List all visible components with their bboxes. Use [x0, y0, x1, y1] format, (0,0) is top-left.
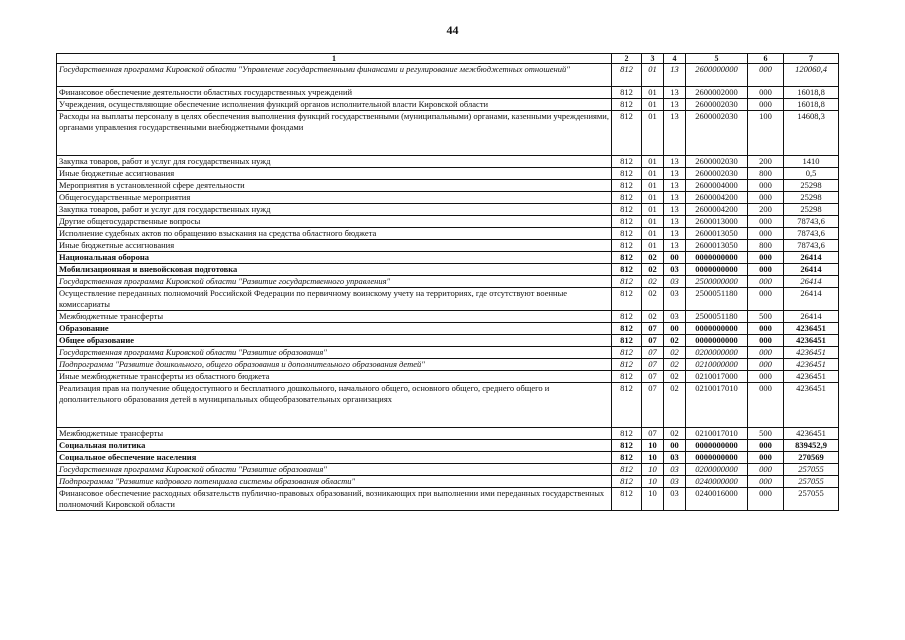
row-name: Иные бюджетные ассигнования — [57, 168, 612, 180]
table-row — [57, 64, 839, 87]
row-cell-c7: 4236451 — [784, 359, 839, 371]
row-cell-c3: 01 — [642, 204, 664, 216]
row-cell-c4: 03 — [664, 311, 686, 323]
row-cell-c7: 257055 — [784, 488, 839, 511]
row-cell-c7: 16018,8 — [784, 87, 839, 99]
row-cell-c4: 03 — [664, 288, 686, 311]
row-name: Государственная программа Кировской области "Развитие образования" — [57, 347, 612, 359]
row-cell-c2: 812 — [612, 168, 642, 180]
table-row — [57, 192, 839, 204]
row-name: Мероприятия в установленной сфере деятельности — [57, 180, 612, 192]
row-cell-c7: 26414 — [784, 288, 839, 311]
row-cell-c5: 2600004000 — [686, 180, 748, 192]
row-cell-c6: 000 — [748, 276, 784, 288]
row-cell-c7: 4236451 — [784, 323, 839, 335]
row-name: Учреждения, осуществляющие обеспечение исполнения функций органов исполнительной власти Кировской области — [57, 99, 612, 111]
table-row — [57, 440, 839, 452]
table-row — [57, 347, 839, 359]
table-header-row — [57, 54, 839, 64]
row-cell-c2: 812 — [612, 240, 642, 252]
row-cell-c6: 000 — [748, 252, 784, 264]
column-header: 3 — [642, 54, 664, 64]
row-name: Социальное обеспечение населения — [57, 452, 612, 464]
row-cell-c6: 000 — [748, 99, 784, 111]
row-cell-c7: 0,5 — [784, 168, 839, 180]
row-cell-c6: 000 — [748, 464, 784, 476]
row-cell-c5: 2600004200 — [686, 192, 748, 204]
row-cell-c7: 26414 — [784, 264, 839, 276]
row-cell-c3: 07 — [642, 383, 664, 428]
table-row — [57, 240, 839, 252]
row-name: Мобилизационная и вневойсковая подготовка — [57, 264, 612, 276]
row-cell-c2: 812 — [612, 335, 642, 347]
row-cell-c5: 2500051180 — [686, 311, 748, 323]
row-cell-c4: 00 — [664, 252, 686, 264]
row-cell-c6: 800 — [748, 168, 784, 180]
row-cell-c6: 000 — [748, 335, 784, 347]
row-cell-c4: 00 — [664, 323, 686, 335]
row-cell-c3: 02 — [642, 288, 664, 311]
row-cell-c4: 13 — [664, 216, 686, 228]
row-cell-c6: 200 — [748, 156, 784, 168]
row-cell-c6: 000 — [748, 359, 784, 371]
row-name: Иные межбюджетные трансферты из областного бюджета — [57, 371, 612, 383]
row-cell-c5: 2600013050 — [686, 228, 748, 240]
row-cell-c3: 01 — [642, 228, 664, 240]
row-cell-c4: 03 — [664, 464, 686, 476]
row-cell-c3: 02 — [642, 276, 664, 288]
row-cell-c2: 812 — [612, 111, 642, 156]
row-cell-c7: 270569 — [784, 452, 839, 464]
row-cell-c7: 1410 — [784, 156, 839, 168]
row-cell-c5: 0200000000 — [686, 464, 748, 476]
table-row — [57, 311, 839, 323]
table-row — [57, 359, 839, 371]
row-cell-c2: 812 — [612, 204, 642, 216]
row-cell-c3: 10 — [642, 452, 664, 464]
row-name: Финансовое обеспечение расходных обязательств публично-правовых образований, возникающих при выполнении ими переданных государственных полномочий Кировской области — [57, 488, 612, 511]
budget-table — [56, 53, 839, 511]
row-cell-c4: 03 — [664, 488, 686, 511]
row-cell-c3: 02 — [642, 311, 664, 323]
row-cell-c2: 812 — [612, 452, 642, 464]
row-cell-c7: 78743,6 — [784, 228, 839, 240]
row-cell-c6: 200 — [748, 204, 784, 216]
column-header: 4 — [664, 54, 686, 64]
row-cell-c5: 2600013050 — [686, 240, 748, 252]
row-cell-c7: 257055 — [784, 464, 839, 476]
row-name: Общее образование — [57, 335, 612, 347]
row-name: Государственная программа Кировской области "Развитие образования" — [57, 464, 612, 476]
row-cell-c5: 2600000000 — [686, 64, 748, 87]
row-cell-c3: 01 — [642, 111, 664, 156]
row-name: Государственная программа Кировской области "Развитие государственного управления" — [57, 276, 612, 288]
column-header: 7 — [784, 54, 839, 64]
row-cell-c5: 0000000000 — [686, 264, 748, 276]
row-cell-c6: 000 — [748, 64, 784, 87]
row-cell-c5: 2500000000 — [686, 276, 748, 288]
row-cell-c3: 01 — [642, 99, 664, 111]
row-cell-c6: 000 — [748, 288, 784, 311]
row-cell-c3: 07 — [642, 371, 664, 383]
row-name: Государственная программа Кировской области "Управление государственными финансами и регулирование межбюджетных отношений" — [57, 64, 612, 87]
row-cell-c3: 07 — [642, 335, 664, 347]
row-cell-c7: 26414 — [784, 311, 839, 323]
row-cell-c4: 13 — [664, 156, 686, 168]
row-cell-c4: 02 — [664, 347, 686, 359]
row-name: Национальная оборона — [57, 252, 612, 264]
row-cell-c4: 03 — [664, 452, 686, 464]
row-cell-c7: 16018,8 — [784, 99, 839, 111]
row-cell-c7: 14608,3 — [784, 111, 839, 156]
row-cell-c7: 4236451 — [784, 428, 839, 440]
row-cell-c6: 000 — [748, 371, 784, 383]
row-cell-c5: 2600002030 — [686, 168, 748, 180]
table-row — [57, 111, 839, 156]
row-cell-c6: 000 — [748, 180, 784, 192]
column-header: 5 — [686, 54, 748, 64]
row-cell-c2: 812 — [612, 440, 642, 452]
row-cell-c6: 500 — [748, 311, 784, 323]
table-row — [57, 99, 839, 111]
table-row — [57, 276, 839, 288]
row-cell-c6: 100 — [748, 111, 784, 156]
row-name: Подпрограмма "Развитие дошкольного, общего образования и дополнительного образования детей" — [57, 359, 612, 371]
row-cell-c5: 0210000000 — [686, 359, 748, 371]
row-cell-c6: 000 — [748, 192, 784, 204]
row-cell-c7: 25298 — [784, 180, 839, 192]
row-cell-c7: 25298 — [784, 204, 839, 216]
row-cell-c5: 2500051180 — [686, 288, 748, 311]
table-row — [57, 335, 839, 347]
table-row — [57, 464, 839, 476]
row-cell-c4: 13 — [664, 192, 686, 204]
row-cell-c2: 812 — [612, 347, 642, 359]
row-name: Социальная политика — [57, 440, 612, 452]
row-cell-c3: 07 — [642, 359, 664, 371]
row-cell-c2: 812 — [612, 228, 642, 240]
row-cell-c7: 257055 — [784, 476, 839, 488]
row-cell-c5: 0240016000 — [686, 488, 748, 511]
row-cell-c6: 500 — [748, 428, 784, 440]
row-cell-c3: 07 — [642, 428, 664, 440]
row-cell-c3: 02 — [642, 264, 664, 276]
row-cell-c3: 01 — [642, 216, 664, 228]
row-cell-c6: 000 — [748, 488, 784, 511]
row-cell-c5: 0000000000 — [686, 440, 748, 452]
row-cell-c5: 2600002030 — [686, 156, 748, 168]
row-cell-c3: 01 — [642, 87, 664, 99]
row-cell-c5: 2600002030 — [686, 99, 748, 111]
row-cell-c6: 800 — [748, 240, 784, 252]
row-name: Расходы на выплаты персоналу в целях обеспечения выполнения функций государственными (муниципальными) органами, казенными учреждениями, органами управления государственными внебюджетными фондами — [57, 111, 612, 156]
row-cell-c4: 03 — [664, 476, 686, 488]
row-cell-c4: 13 — [664, 180, 686, 192]
row-cell-c7: 4236451 — [784, 383, 839, 428]
row-name: Подпрограмма "Развитие кадрового потенциала системы образования области" — [57, 476, 612, 488]
row-name: Реализация прав на получение общедоступного и бесплатного дошкольного, начального общего, основного общего, среднего общего и дополнительного образования детей в муниципальных общеобразовательных организациях — [57, 383, 612, 428]
row-cell-c6: 000 — [748, 452, 784, 464]
row-cell-c5: 0000000000 — [686, 252, 748, 264]
table-row — [57, 383, 839, 428]
row-cell-c2: 812 — [612, 252, 642, 264]
row-cell-c6: 000 — [748, 87, 784, 99]
row-cell-c2: 812 — [612, 192, 642, 204]
row-cell-c3: 01 — [642, 156, 664, 168]
table-row — [57, 476, 839, 488]
row-name: Исполнение судебных актов по обращению взыскания на средства областного бюджета — [57, 228, 612, 240]
row-cell-c6: 000 — [748, 264, 784, 276]
row-cell-c4: 03 — [664, 276, 686, 288]
row-cell-c4: 13 — [664, 87, 686, 99]
row-cell-c7: 26414 — [784, 252, 839, 264]
row-name: Закупка товаров, работ и услуг для государственных нужд — [57, 156, 612, 168]
row-name: Иные бюджетные ассигнования — [57, 240, 612, 252]
row-cell-c7: 78743,6 — [784, 240, 839, 252]
table-row — [57, 204, 839, 216]
row-name: Общегосударственные мероприятия — [57, 192, 612, 204]
row-cell-c4: 13 — [664, 64, 686, 87]
row-cell-c6: 000 — [748, 228, 784, 240]
row-cell-c2: 812 — [612, 464, 642, 476]
row-cell-c2: 812 — [612, 180, 642, 192]
table-row — [57, 252, 839, 264]
row-cell-c6: 000 — [748, 476, 784, 488]
row-cell-c4: 02 — [664, 383, 686, 428]
row-cell-c4: 02 — [664, 335, 686, 347]
row-cell-c2: 812 — [612, 276, 642, 288]
row-cell-c5: 0210017010 — [686, 383, 748, 428]
row-cell-c5: 0200000000 — [686, 347, 748, 359]
table-row — [57, 264, 839, 276]
table-row — [57, 323, 839, 335]
row-cell-c2: 812 — [612, 488, 642, 511]
column-header: 1 — [57, 54, 612, 64]
table-row — [57, 371, 839, 383]
row-cell-c5: 0000000000 — [686, 323, 748, 335]
row-cell-c2: 812 — [612, 383, 642, 428]
row-cell-c4: 02 — [664, 428, 686, 440]
row-cell-c7: 839452,9 — [784, 440, 839, 452]
row-cell-c7: 25298 — [784, 192, 839, 204]
row-cell-c2: 812 — [612, 476, 642, 488]
row-cell-c2: 812 — [612, 156, 642, 168]
row-cell-c4: 13 — [664, 240, 686, 252]
row-cell-c6: 000 — [748, 383, 784, 428]
page-number: 44 — [446, 23, 459, 37]
table-row — [57, 228, 839, 240]
row-cell-c6: 000 — [748, 347, 784, 359]
table-row — [57, 488, 839, 511]
row-cell-c6: 000 — [748, 323, 784, 335]
row-cell-c2: 812 — [612, 264, 642, 276]
row-cell-c5: 2600013000 — [686, 216, 748, 228]
table-row — [57, 452, 839, 464]
row-cell-c3: 02 — [642, 252, 664, 264]
row-cell-c5: 0240000000 — [686, 476, 748, 488]
row-cell-c6: 000 — [748, 216, 784, 228]
row-cell-c4: 13 — [664, 168, 686, 180]
row-name: Другие общегосударственные вопросы — [57, 216, 612, 228]
row-cell-c5: 0210017000 — [686, 371, 748, 383]
table-row — [57, 156, 839, 168]
row-cell-c2: 812 — [612, 288, 642, 311]
row-cell-c2: 812 — [612, 99, 642, 111]
row-cell-c3: 01 — [642, 168, 664, 180]
row-cell-c4: 13 — [664, 111, 686, 156]
row-cell-c4: 13 — [664, 228, 686, 240]
row-cell-c4: 00 — [664, 440, 686, 452]
row-cell-c3: 10 — [642, 440, 664, 452]
row-name: Образование — [57, 323, 612, 335]
row-cell-c4: 02 — [664, 371, 686, 383]
row-cell-c7: 26414 — [784, 276, 839, 288]
row-cell-c6: 000 — [748, 440, 784, 452]
table-row — [57, 87, 839, 99]
row-cell-c2: 812 — [612, 428, 642, 440]
table-row — [57, 288, 839, 311]
column-header: 2 — [612, 54, 642, 64]
row-cell-c7: 78743,6 — [784, 216, 839, 228]
column-header: 6 — [748, 54, 784, 64]
row-cell-c3: 07 — [642, 347, 664, 359]
row-name: Финансовое обеспечение деятельности областных государственных учреждений — [57, 87, 612, 99]
row-cell-c7: 4236451 — [784, 371, 839, 383]
row-cell-c5: 2600002030 — [686, 111, 748, 156]
row-cell-c3: 01 — [642, 240, 664, 252]
row-cell-c7: 4236451 — [784, 335, 839, 347]
row-cell-c2: 812 — [612, 359, 642, 371]
row-cell-c2: 812 — [612, 323, 642, 335]
row-cell-c3: 07 — [642, 323, 664, 335]
table-row — [57, 428, 839, 440]
row-cell-c4: 13 — [664, 99, 686, 111]
row-cell-c3: 01 — [642, 192, 664, 204]
row-cell-c4: 13 — [664, 204, 686, 216]
table-row — [57, 168, 839, 180]
row-cell-c3: 01 — [642, 180, 664, 192]
row-cell-c5: 2600002000 — [686, 87, 748, 99]
row-cell-c2: 812 — [612, 64, 642, 87]
row-name: Межбюджетные трансферты — [57, 311, 612, 323]
table-row — [57, 216, 839, 228]
row-cell-c7: 120060,4 — [784, 64, 839, 87]
row-cell-c2: 812 — [612, 87, 642, 99]
row-cell-c3: 01 — [642, 64, 664, 87]
row-cell-c5: 2600004200 — [686, 204, 748, 216]
row-name: Осуществление переданных полномочий Российской Федерации по первичному воинскому учету на территориях, где отсутствуют военные комиссариаты — [57, 288, 612, 311]
row-cell-c5: 0210017010 — [686, 428, 748, 440]
row-cell-c3: 10 — [642, 488, 664, 511]
table-row — [57, 180, 839, 192]
row-name: Закупка товаров, работ и услуг для государственных нужд — [57, 204, 612, 216]
row-cell-c2: 812 — [612, 216, 642, 228]
row-cell-c2: 812 — [612, 371, 642, 383]
row-cell-c3: 10 — [642, 464, 664, 476]
row-cell-c2: 812 — [612, 311, 642, 323]
row-cell-c4: 02 — [664, 359, 686, 371]
row-name: Межбюджетные трансферты — [57, 428, 612, 440]
row-cell-c3: 10 — [642, 476, 664, 488]
row-cell-c7: 4236451 — [784, 347, 839, 359]
row-cell-c5: 0000000000 — [686, 335, 748, 347]
row-cell-c5: 0000000000 — [686, 452, 748, 464]
row-cell-c4: 03 — [664, 264, 686, 276]
